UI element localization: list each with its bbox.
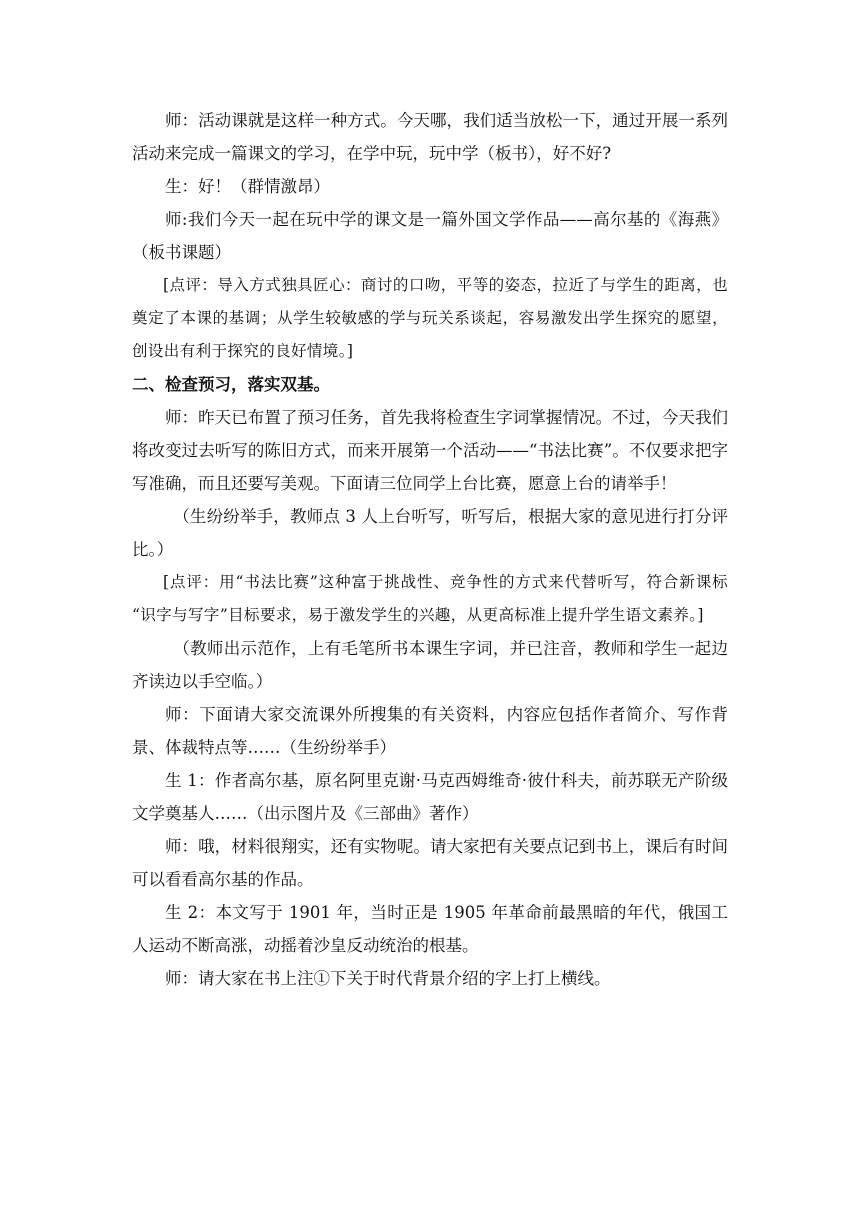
- paragraph-student-2: 生 2：本文写于 1901 年，当时正是 1905 年革命前最黑暗的年代，俄国工人运动不断高涨，动摇着沙皇反动统治的根基。: [132, 903, 728, 955]
- paragraph-stage-direction-1: （生纷纷举手，教师点 3 人上台听写，听写后，根据大家的意见进行打分评比。）: [132, 507, 728, 559]
- paragraph-teacher-preview: 师：昨天已布置了预习任务，首先我将检查生字词掌握情况。不过，今天我们将改变过去听写的陈旧方式，而来开展第一个活动——“书法比赛”。不仅要求把字写准确，而且还要写美观。下面请三位同学上台比赛，愿意上台的请举手！: [132, 408, 728, 493]
- paragraph-student-reply: 生：好！（群情激昂）: [165, 177, 330, 196]
- paragraph-comment-1: [点评：导入方式独具匠心：商讨的口吻，平等的姿态，拉近了与学生的距离，也奠定了本课的基调；从学生较敏感的学与玩关系谈起，容易激发出学生探究的愿望，创设出有利于探究的良好情境。]: [132, 276, 728, 360]
- paragraph-teacher-intro: 师：活动课就是这样一种方式。今天哪，我们适当放松一下，通过开展一系列活动来完成一篇课文的学习，在学中玩，玩中学（板书），好不好?: [132, 111, 728, 163]
- document-body: [132, 104, 728, 995]
- paragraph-comment-2: [点评：用“书法比赛”这种富于挑战性、竞争性的方式来代替听写，符合新课标 “识字与写字”目标要求，易于激发学生的兴趣，从更高标准上提升学生语文素养。]: [132, 573, 728, 624]
- paragraph-teacher-materials: 师：下面请大家交流课外所搜集的有关资料，内容应包括作者简介、写作背景、体裁特点等……（生纷纷举手）: [132, 705, 728, 757]
- paragraph-teacher-response: 师：哦，材料很翔实，还有实物呢。请大家把有关要点记到书上，课后有时间可以看看高尔基的作品。: [132, 837, 728, 889]
- paragraph-teacher-instruction: 师：请大家在书上注①下关于时代背景介绍的字上打上横线。: [165, 969, 611, 988]
- paragraph-teacher-topic: 师:我们今天一起在玩中学的课文是一篇外国文学作品——高尔基的《海燕》（板书课题）: [132, 210, 728, 262]
- section-heading: 二、检查预习，落实双基。: [132, 375, 330, 394]
- paragraph-student-1: 生 1：作者高尔基，原名阿里克谢·马克西姆维奇·彼什科夫，前苏联无产阶级文学奠基人……（出示图片及《三部曲》著作）: [132, 771, 728, 823]
- paragraph-stage-direction-2: （教师出示范作，上有毛笔所书本课生字词，并已注音，教师和学生一起边齐读边以手空临。）: [132, 639, 728, 691]
